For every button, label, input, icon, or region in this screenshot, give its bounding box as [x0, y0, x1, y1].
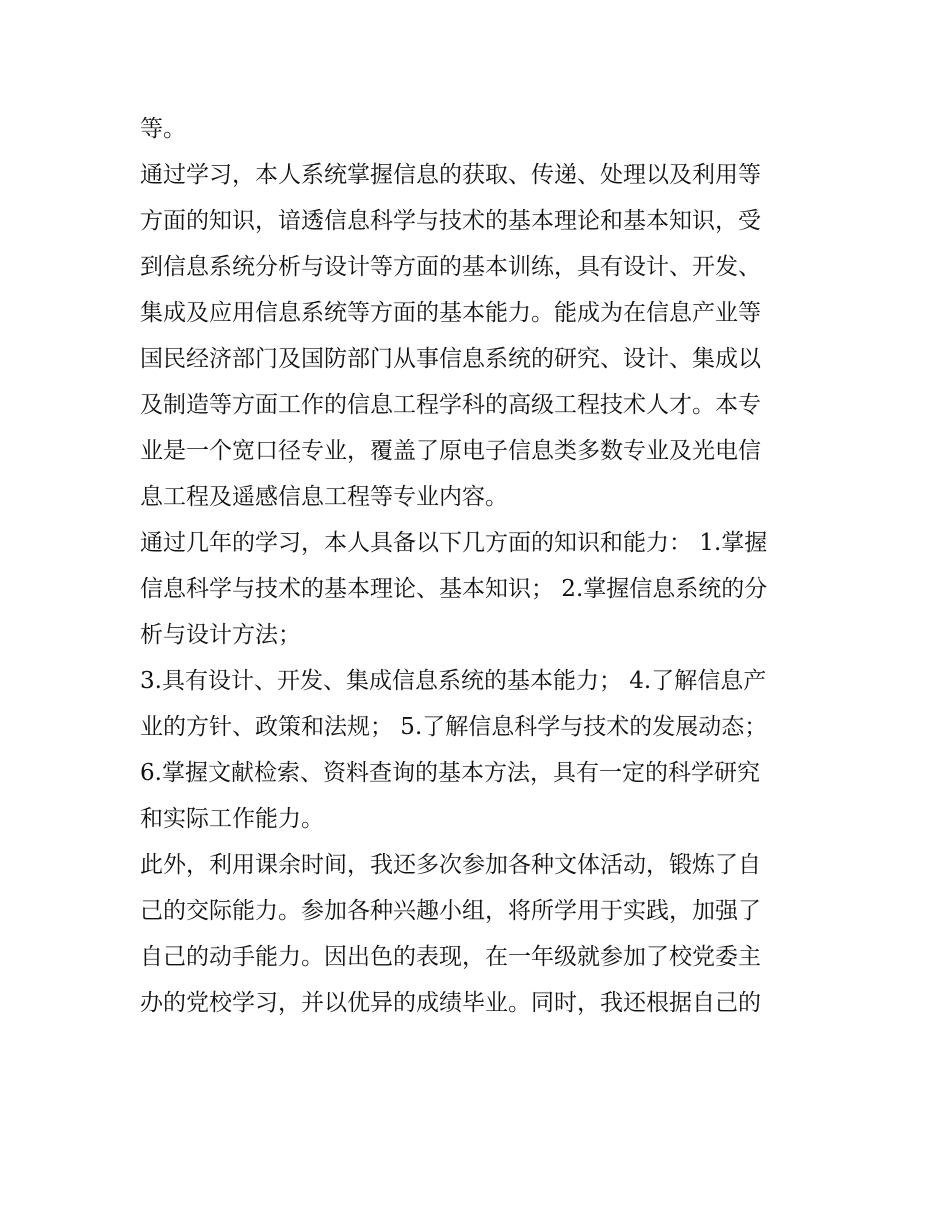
body-text — [140, 106, 820, 1026]
text-line: 己的交际能力。参加各种兴趣小组，将所学用于实践，加强了 — [140, 898, 761, 924]
text-line: 析与设计方法； — [140, 622, 301, 648]
text-line: 等。 — [140, 116, 186, 142]
text-line: 信息科学与技术的基本理论、基本知识； 2.掌握信息系统的分 — [140, 576, 768, 602]
text-line: 业的方针、政策和法规； 5.了解信息科学与技术的发展动态； — [140, 714, 768, 740]
text-line: 国民经济部门及国防部门从事信息系统的研究、设计、集成以 — [140, 346, 761, 372]
text-line: 此外，利用课余时间，我还多次参加各种文体活动，锻炼了自 — [140, 852, 761, 878]
text-line: 业是一个宽口径专业，覆盖了原电子信息类多数专业及光电信 — [140, 438, 761, 464]
text-line: 方面的知识，谙透信息科学与技术的基本理论和基本知识，受 — [140, 208, 761, 234]
text-line: 息工程及遥感信息工程等专业内容。 — [140, 484, 508, 510]
text-line: 到信息系统分析与设计等方面的基本训练，具有设计、开发、 — [140, 254, 761, 280]
text-line: 及制造等方面工作的信息工程学科的高级工程技术人才。本专 — [140, 392, 761, 418]
text-line: 通过几年的学习，本人具备以下几方面的知识和能力： 1.掌握 — [140, 530, 768, 556]
text-line: 和实际工作能力。 — [140, 806, 324, 832]
text-line: 自己的动手能力。因出色的表现，在一年级就参加了校党委主 — [140, 944, 761, 970]
text-line: 3.具有设计、开发、集成信息系统的基本能力； 4.了解信息产 — [140, 668, 767, 694]
text-line: 通过学习，本人系统掌握信息的获取、传递、处理以及利用等 — [140, 162, 761, 188]
text-line: 办的党校学习，并以优异的成绩毕业。同时，我还根据自己的 — [140, 990, 761, 1016]
text-line: 集成及应用信息系统等方面的基本能力。能成为在信息产业等 — [140, 300, 761, 326]
text-line: 6.掌握文献检索、资料查询的基本方法，具有一定的科学研究 — [140, 760, 760, 786]
